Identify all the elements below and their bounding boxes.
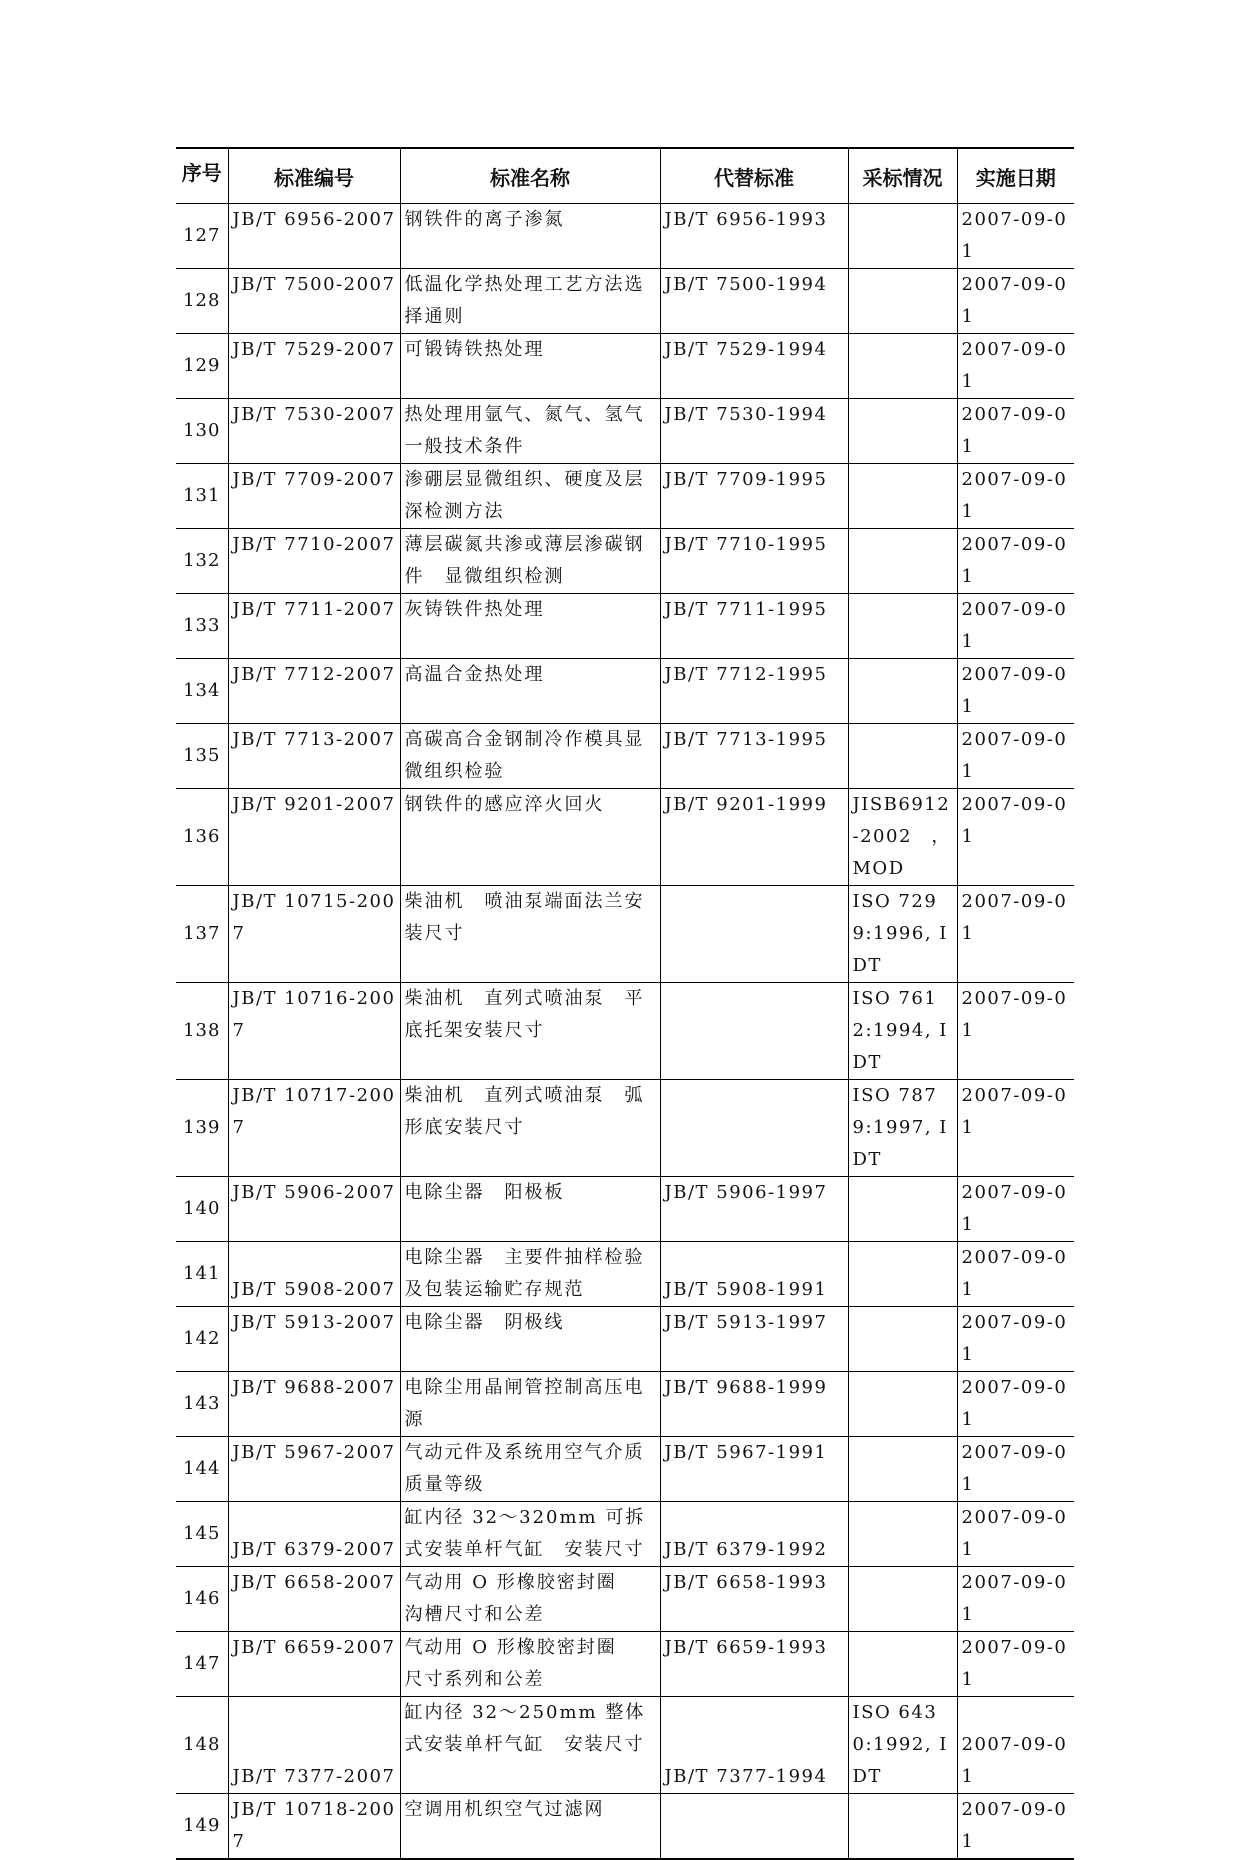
replaced-standard-cell: JB/T 5908-1991 xyxy=(660,1242,848,1307)
adoption-status-cell xyxy=(848,529,957,594)
table-row xyxy=(176,659,1074,724)
header-implementation-date: 实施日期 xyxy=(957,148,1074,204)
implementation-date-cell: 2007-09-01 xyxy=(957,1372,1074,1437)
adoption-status-cell: ISO 7879:1997, IDT xyxy=(848,1080,957,1177)
adoption-status-cell xyxy=(848,1242,957,1307)
replaced-standard-cell: JB/T 7529-1994 xyxy=(660,334,848,399)
adoption-status-cell: ISO 6430:1992, IDT xyxy=(848,1697,957,1794)
standard-code-cell: JB/T 9688-2007 xyxy=(228,1372,400,1437)
table-body xyxy=(176,204,1074,1860)
adoption-status-cell xyxy=(848,1794,957,1860)
standard-code-cell: JB/T 7710-2007 xyxy=(228,529,400,594)
adoption-status-cell: ISO 7612:1994, IDT xyxy=(848,983,957,1080)
serial-number-cell: 133 xyxy=(176,594,228,659)
adoption-status-cell xyxy=(848,594,957,659)
replaced-standard-cell xyxy=(660,983,848,1080)
standard-name-cell: 柴油机 直列式喷油泵 弧形底安装尺寸 xyxy=(400,1080,660,1177)
replaced-standard-cell: JB/T 5906-1997 xyxy=(660,1177,848,1242)
serial-number-cell: 140 xyxy=(176,1177,228,1242)
header-replaced-standard: 代替标准 xyxy=(660,148,848,204)
implementation-date-cell: 2007-09-01 xyxy=(957,529,1074,594)
table-row xyxy=(176,1307,1074,1372)
replaced-standard-cell: JB/T 6379-1992 xyxy=(660,1502,848,1567)
serial-number-cell: 149 xyxy=(176,1794,228,1860)
table-row xyxy=(176,529,1074,594)
table-row xyxy=(176,983,1074,1080)
standard-code-cell: JB/T 7712-2007 xyxy=(228,659,400,724)
standard-name-cell: 灰铸铁件热处理 xyxy=(400,594,660,659)
implementation-date-cell: 2007-09-01 xyxy=(957,1307,1074,1372)
adoption-status-cell xyxy=(848,204,957,269)
serial-number-cell: 135 xyxy=(176,724,228,789)
standard-name-cell: 气动用 O 形橡胶密封圈 尺寸系列和公差 xyxy=(400,1632,660,1697)
standards-table xyxy=(176,147,1074,1860)
replaced-standard-cell: JB/T 9201-1999 xyxy=(660,789,848,886)
adoption-status-cell xyxy=(848,1177,957,1242)
replaced-standard-cell: JB/T 6658-1993 xyxy=(660,1567,848,1632)
implementation-date-cell: 2007-09-01 xyxy=(957,1177,1074,1242)
table-row xyxy=(176,1502,1074,1567)
standard-code-cell: JB/T 6658-2007 xyxy=(228,1567,400,1632)
implementation-date-cell: 2007-09-01 xyxy=(957,594,1074,659)
table-row xyxy=(176,1437,1074,1502)
adoption-status-cell xyxy=(848,724,957,789)
replaced-standard-cell: JB/T 6659-1993 xyxy=(660,1632,848,1697)
standard-name-cell: 渗硼层显微组织、硬度及层深检测方法 xyxy=(400,464,660,529)
adoption-status-cell xyxy=(848,1372,957,1437)
table-row xyxy=(176,399,1074,464)
replaced-standard-cell: JB/T 7377-1994 xyxy=(660,1697,848,1794)
replaced-standard-cell: JB/T 7710-1995 xyxy=(660,529,848,594)
standard-name-cell: 缸内径 32～250mm 整体式安装单杆气缸 安装尺寸 xyxy=(400,1697,660,1794)
table-row xyxy=(176,724,1074,789)
adoption-status-cell xyxy=(848,1437,957,1502)
standard-name-cell: 热处理用氩气、氮气、氢气一般技术条件 xyxy=(400,399,660,464)
table-row xyxy=(176,1794,1074,1860)
adoption-status-cell xyxy=(848,1307,957,1372)
table-row xyxy=(176,334,1074,399)
standard-name-cell: 空调用机织空气过滤网 xyxy=(400,1794,660,1860)
implementation-date-cell: 2007-09-01 xyxy=(957,334,1074,399)
implementation-date-cell: 2007-09-01 xyxy=(957,464,1074,529)
replaced-standard-cell: JB/T 7530-1994 xyxy=(660,399,848,464)
serial-number-cell: 147 xyxy=(176,1632,228,1697)
replaced-standard-cell: JB/T 6956-1993 xyxy=(660,204,848,269)
standard-name-cell: 钢铁件的离子渗氮 xyxy=(400,204,660,269)
replaced-standard-cell: JB/T 7709-1995 xyxy=(660,464,848,529)
standard-name-cell: 电除尘器 阳极板 xyxy=(400,1177,660,1242)
implementation-date-cell: 2007-09-01 xyxy=(957,1794,1074,1860)
table-header xyxy=(176,148,1074,204)
replaced-standard-cell: JB/T 7713-1995 xyxy=(660,724,848,789)
implementation-date-cell: 2007-09-01 xyxy=(957,724,1074,789)
standard-name-cell: 缸内径 32～320mm 可拆式安装单杆气缸 安装尺寸 xyxy=(400,1502,660,1567)
serial-number-cell: 145 xyxy=(176,1502,228,1567)
standard-name-cell: 柴油机 喷油泵端面法兰安装尺寸 xyxy=(400,886,660,983)
standard-name-cell: 高温合金热处理 xyxy=(400,659,660,724)
standard-code-cell: JB/T 10718-2007 xyxy=(228,1794,400,1860)
adoption-status-cell xyxy=(848,334,957,399)
table-row xyxy=(176,1632,1074,1697)
adoption-status-cell xyxy=(848,399,957,464)
standard-name-cell: 气动用 O 形橡胶密封圈 沟槽尺寸和公差 xyxy=(400,1567,660,1632)
standard-name-cell: 电除尘器 主要件抽样检验及包装运输贮存规范 xyxy=(400,1242,660,1307)
standard-name-cell: 低温化学热处理工艺方法选择通则 xyxy=(400,269,660,334)
standard-code-cell: JB/T 7377-2007 xyxy=(228,1697,400,1794)
standard-code-cell: JB/T 10716-2007 xyxy=(228,983,400,1080)
serial-number-cell: 128 xyxy=(176,269,228,334)
standard-code-cell: JB/T 6659-2007 xyxy=(228,1632,400,1697)
header-serial-number: 序号 xyxy=(176,148,228,204)
table-row xyxy=(176,1177,1074,1242)
serial-number-cell: 146 xyxy=(176,1567,228,1632)
standard-name-cell: 电除尘用晶闸管控制高压电源 xyxy=(400,1372,660,1437)
serial-number-cell: 143 xyxy=(176,1372,228,1437)
adoption-status-cell: JISB6912-2002 ，MOD xyxy=(848,789,957,886)
table-row xyxy=(176,269,1074,334)
replaced-standard-cell xyxy=(660,1794,848,1860)
adoption-status-cell xyxy=(848,659,957,724)
replaced-standard-cell: JB/T 9688-1999 xyxy=(660,1372,848,1437)
serial-number-cell: 141 xyxy=(176,1242,228,1307)
table-row xyxy=(176,594,1074,659)
table-row xyxy=(176,1242,1074,1307)
implementation-date-cell: 2007-09-01 xyxy=(957,886,1074,983)
standard-code-cell: JB/T 7709-2007 xyxy=(228,464,400,529)
standard-code-cell: JB/T 9201-2007 xyxy=(228,789,400,886)
header-row xyxy=(176,148,1074,204)
implementation-date-cell: 2007-09-01 xyxy=(957,1502,1074,1567)
serial-number-cell: 130 xyxy=(176,399,228,464)
replaced-standard-cell: JB/T 7500-1994 xyxy=(660,269,848,334)
standard-code-cell: JB/T 6956-2007 xyxy=(228,204,400,269)
standard-code-cell: JB/T 10715-2007 xyxy=(228,886,400,983)
standard-code-cell: JB/T 7530-2007 xyxy=(228,399,400,464)
implementation-date-cell: 2007-09-01 xyxy=(957,269,1074,334)
standard-code-cell: JB/T 7713-2007 xyxy=(228,724,400,789)
table-row xyxy=(176,1080,1074,1177)
implementation-date-cell: 2007-09-01 xyxy=(957,1697,1074,1794)
adoption-status-cell: ISO 7299:1996, IDT xyxy=(848,886,957,983)
replaced-standard-cell xyxy=(660,886,848,983)
standard-name-cell: 电除尘器 阴极线 xyxy=(400,1307,660,1372)
implementation-date-cell: 2007-09-01 xyxy=(957,1567,1074,1632)
serial-number-cell: 131 xyxy=(176,464,228,529)
adoption-status-cell xyxy=(848,464,957,529)
serial-number-cell: 132 xyxy=(176,529,228,594)
standard-code-cell: JB/T 7711-2007 xyxy=(228,594,400,659)
implementation-date-cell: 2007-09-01 xyxy=(957,983,1074,1080)
replaced-standard-cell xyxy=(660,1080,848,1177)
implementation-date-cell: 2007-09-01 xyxy=(957,789,1074,886)
table-row xyxy=(176,1567,1074,1632)
serial-number-cell: 142 xyxy=(176,1307,228,1372)
standard-code-cell: JB/T 7500-2007 xyxy=(228,269,400,334)
serial-number-cell: 138 xyxy=(176,983,228,1080)
standard-name-cell: 柴油机 直列式喷油泵 平底托架安装尺寸 xyxy=(400,983,660,1080)
standard-name-cell: 高碳高合金钢制冷作模具显微组织检验 xyxy=(400,724,660,789)
implementation-date-cell: 2007-09-01 xyxy=(957,659,1074,724)
adoption-status-cell xyxy=(848,1502,957,1567)
serial-number-cell: 136 xyxy=(176,789,228,886)
standard-name-cell: 钢铁件的感应淬火回火 xyxy=(400,789,660,886)
implementation-date-cell: 2007-09-01 xyxy=(957,399,1074,464)
implementation-date-cell: 2007-09-01 xyxy=(957,1632,1074,1697)
standard-code-cell: JB/T 5967-2007 xyxy=(228,1437,400,1502)
serial-number-cell: 137 xyxy=(176,886,228,983)
standard-code-cell: JB/T 5913-2007 xyxy=(228,1307,400,1372)
standard-code-cell: JB/T 6379-2007 xyxy=(228,1502,400,1567)
table-row xyxy=(176,1697,1074,1794)
serial-number-cell: 134 xyxy=(176,659,228,724)
standard-name-cell: 薄层碳氮共渗或薄层渗碳钢件 显微组织检测 xyxy=(400,529,660,594)
standard-code-cell: JB/T 10717-2007 xyxy=(228,1080,400,1177)
implementation-date-cell: 2007-09-01 xyxy=(957,1242,1074,1307)
table-row xyxy=(176,886,1074,983)
replaced-standard-cell: JB/T 7711-1995 xyxy=(660,594,848,659)
replaced-standard-cell: JB/T 5913-1997 xyxy=(660,1307,848,1372)
adoption-status-cell xyxy=(848,1567,957,1632)
table-row xyxy=(176,204,1074,269)
standard-name-cell: 气动元件及系统用空气介质质量等级 xyxy=(400,1437,660,1502)
standard-name-cell: 可锻铸铁热处理 xyxy=(400,334,660,399)
standard-code-cell: JB/T 5908-2007 xyxy=(228,1242,400,1307)
implementation-date-cell: 2007-09-01 xyxy=(957,1437,1074,1502)
serial-number-cell: 148 xyxy=(176,1697,228,1794)
serial-number-cell: 129 xyxy=(176,334,228,399)
replaced-standard-cell: JB/T 7712-1995 xyxy=(660,659,848,724)
header-standard-code: 标准编号 xyxy=(228,148,400,204)
standard-code-cell: JB/T 7529-2007 xyxy=(228,334,400,399)
table-row xyxy=(176,789,1074,886)
adoption-status-cell xyxy=(848,1632,957,1697)
header-standard-name: 标准名称 xyxy=(400,148,660,204)
serial-number-cell: 144 xyxy=(176,1437,228,1502)
implementation-date-cell: 2007-09-01 xyxy=(957,1080,1074,1177)
implementation-date-cell: 2007-09-01 xyxy=(957,204,1074,269)
serial-number-cell: 127 xyxy=(176,204,228,269)
table-row xyxy=(176,464,1074,529)
adoption-status-cell xyxy=(848,269,957,334)
table-row xyxy=(176,1372,1074,1437)
standard-code-cell: JB/T 5906-2007 xyxy=(228,1177,400,1242)
header-adoption-status: 采标情况 xyxy=(848,148,957,204)
replaced-standard-cell: JB/T 5967-1991 xyxy=(660,1437,848,1502)
serial-number-cell: 139 xyxy=(176,1080,228,1177)
